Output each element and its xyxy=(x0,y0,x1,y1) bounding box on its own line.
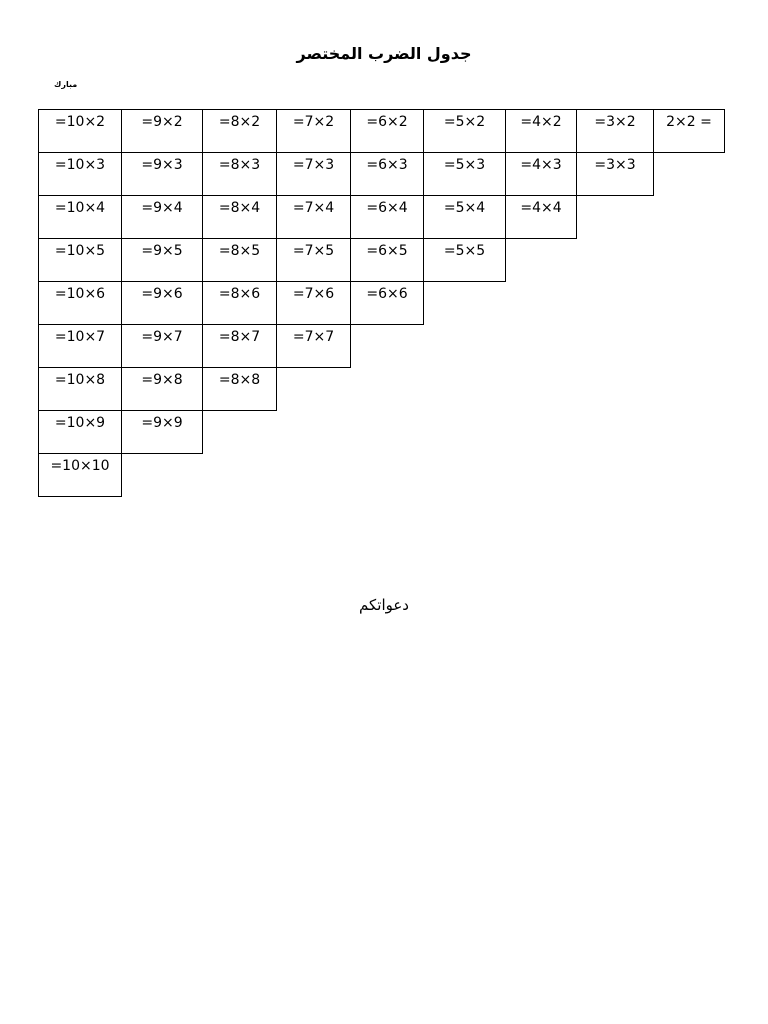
table-cell: =8×6 xyxy=(202,281,277,325)
table-cell: =9×7 xyxy=(121,324,203,368)
table-cell: =5×2 xyxy=(423,109,506,153)
table-cell: =7×4 xyxy=(276,195,351,239)
table-cell: =10×10 xyxy=(38,453,122,497)
table-cell: =7×6 xyxy=(276,281,351,325)
table-cell: =8×8 xyxy=(202,367,277,411)
table-cell: =4×4 xyxy=(505,195,577,239)
table-cell: =9×5 xyxy=(121,238,203,282)
table-cell: =3×3 xyxy=(576,152,654,196)
table-cell: =5×3 xyxy=(423,152,506,196)
table-cell: =6×3 xyxy=(350,152,424,196)
table-cell: =5×5 xyxy=(423,238,506,282)
table-cell: =10×2 xyxy=(38,109,122,153)
table-cell: =7×7 xyxy=(276,324,351,368)
table-cell: =8×3 xyxy=(202,152,277,196)
table-cell: =3×2 xyxy=(576,109,654,153)
table-cell: =9×8 xyxy=(121,367,203,411)
table-cell: =9×6 xyxy=(121,281,203,325)
table-cell: =8×4 xyxy=(202,195,277,239)
table-cell: =7×5 xyxy=(276,238,351,282)
table-cell: =7×3 xyxy=(276,152,351,196)
table-cell: =10×6 xyxy=(38,281,122,325)
table-cell: =7×2 xyxy=(276,109,351,153)
table-cell: =9×9 xyxy=(121,410,203,454)
table-cell: =8×7 xyxy=(202,324,277,368)
table-cell: =10×7 xyxy=(38,324,122,368)
table-cell: =9×4 xyxy=(121,195,203,239)
table-cell: =10×8 xyxy=(38,367,122,411)
footer-text: دعواتكم xyxy=(359,596,409,614)
table-cell: =10×4 xyxy=(38,195,122,239)
table-cell: =4×3 xyxy=(505,152,577,196)
document-title: جدول الضرب المختصر xyxy=(296,44,472,63)
table-cell: =8×2 xyxy=(202,109,277,153)
table-cell: =6×4 xyxy=(350,195,424,239)
author-name: مبارك xyxy=(54,80,78,89)
table-cell: =8×5 xyxy=(202,238,277,282)
table-cell: =6×2 xyxy=(350,109,424,153)
table-cell: =10×5 xyxy=(38,238,122,282)
table-cell: =9×2 xyxy=(121,109,203,153)
table-cell: =10×9 xyxy=(38,410,122,454)
table-cell: =10×3 xyxy=(38,152,122,196)
table-cell: =6×6 xyxy=(350,281,424,325)
table-cell: =5×4 xyxy=(423,195,506,239)
table-cell: =4×2 xyxy=(505,109,577,153)
table-cell: =6×5 xyxy=(350,238,424,282)
table-cell: 2×2 = xyxy=(653,109,725,153)
table-cell: =9×3 xyxy=(121,152,203,196)
